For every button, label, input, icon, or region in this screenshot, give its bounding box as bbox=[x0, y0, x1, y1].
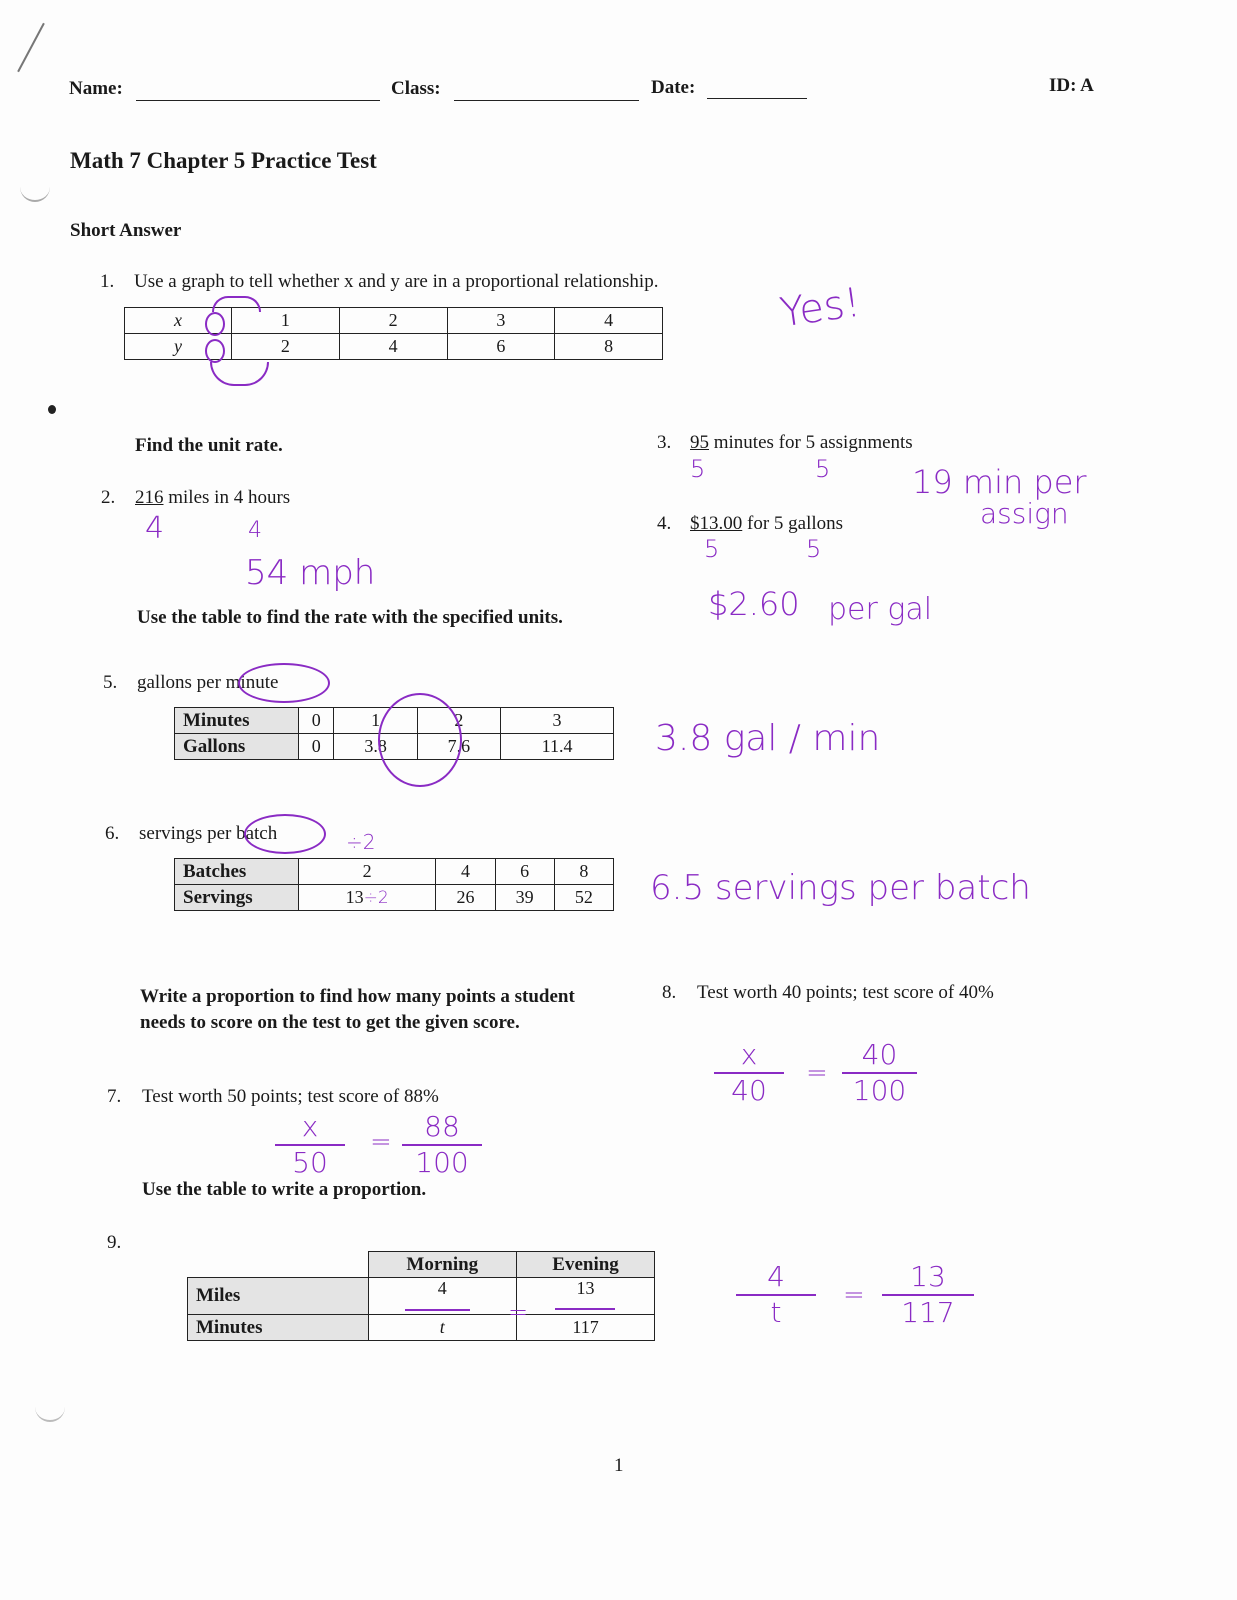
q9-table bbox=[187, 1251, 655, 1341]
q9-cell: 117 bbox=[517, 1315, 655, 1341]
scan-mark-top bbox=[17, 23, 45, 73]
q9-cell-value: 13 bbox=[576, 1278, 595, 1298]
q7-frac-right-den: 100 bbox=[415, 1146, 469, 1179]
q3-work-a: 5 bbox=[690, 455, 706, 483]
q8-frac-right-num: 40 bbox=[861, 1038, 898, 1071]
q4-text-underlined: $13.00 bbox=[690, 513, 743, 534]
q2-answer: 54 mph bbox=[245, 553, 376, 593]
q1-cell: 8 bbox=[555, 334, 663, 360]
q6-servings-label: Servings bbox=[175, 885, 299, 911]
q4-text bbox=[690, 513, 843, 535]
q9-underline-morning bbox=[405, 1309, 470, 1311]
q2-text-rest: miles in 4 hours bbox=[163, 487, 291, 508]
q1-cell: 4 bbox=[339, 334, 447, 360]
q9-work-equals: = bbox=[508, 1298, 529, 1326]
q3-text-underlined: 95 bbox=[690, 432, 709, 453]
q8-number: 8. bbox=[662, 982, 677, 1003]
q9-fraction-left bbox=[736, 1262, 816, 1328]
q6-cell: 8 bbox=[554, 859, 613, 885]
q9-header-evening: Evening bbox=[517, 1252, 655, 1278]
q9-row-minutes bbox=[188, 1315, 655, 1341]
date-field[interactable] bbox=[707, 98, 807, 99]
q9-underline-evening bbox=[555, 1308, 615, 1310]
q6-cell bbox=[299, 885, 436, 911]
q8-frac-right-den: 100 bbox=[852, 1074, 907, 1107]
q7-number: 7. bbox=[107, 1086, 122, 1107]
q6-answer: 6.5 servings per batch bbox=[650, 868, 1031, 908]
q8-frac-left-den: 40 bbox=[731, 1074, 767, 1107]
q1-circle-x bbox=[205, 312, 225, 336]
q2-text bbox=[135, 487, 290, 509]
q9-frac-left-den: t bbox=[770, 1296, 782, 1329]
punch-mark bbox=[48, 405, 56, 414]
q7-fraction-left bbox=[275, 1112, 345, 1178]
q1-cell: 4 bbox=[555, 308, 663, 334]
q5-cell: 7.6 bbox=[417, 734, 500, 760]
date-label: Date: bbox=[651, 77, 696, 98]
q6-cell: 4 bbox=[436, 859, 495, 885]
q9-minutes-label: Minutes bbox=[188, 1315, 369, 1341]
q9-frac-right-num: 13 bbox=[910, 1260, 946, 1293]
q3-text bbox=[690, 432, 913, 454]
q6-cell: 2 bbox=[299, 859, 436, 885]
q4-work-a: 5 bbox=[704, 535, 720, 563]
proportion-heading: Write a proportion to find how many points a student needs to score on the test to get the given score. bbox=[140, 986, 575, 1033]
q6-cell-note: ÷2 bbox=[363, 888, 389, 908]
q3-answer-line2: assign bbox=[980, 497, 1069, 530]
q6-cell: 39 bbox=[495, 885, 554, 911]
q6-work-note: ÷2 bbox=[346, 830, 376, 854]
q5-cell: 1 bbox=[334, 708, 417, 734]
q7-text: Test worth 50 points; test score of 88% bbox=[142, 1086, 439, 1107]
q3-text-rest: minutes for 5 assignments bbox=[709, 432, 913, 453]
name-label: Name: bbox=[69, 78, 123, 99]
q1-cell: 2 bbox=[339, 308, 447, 334]
q3-work-b: 5 bbox=[815, 455, 831, 483]
table-proportion-heading: Use the table to write a proportion. bbox=[142, 1179, 427, 1200]
q8-fraction-left bbox=[714, 1040, 784, 1106]
q5-circle-minute bbox=[238, 663, 330, 703]
q6-table bbox=[174, 858, 614, 911]
q5-cell: 3.8 bbox=[334, 734, 417, 760]
class-label: Class: bbox=[391, 78, 441, 99]
table-rate-heading: Use the table to find the rate with the specified units. bbox=[137, 607, 563, 628]
q6-batches-label: Batches bbox=[175, 859, 299, 885]
q5-number: 5. bbox=[103, 672, 118, 693]
q3-number: 3. bbox=[657, 432, 672, 453]
q6-row-batches bbox=[175, 859, 614, 885]
q3-answer-line1: 19 min per bbox=[912, 463, 1087, 501]
q4-text-rest: for 5 gallons bbox=[742, 513, 844, 534]
unit-rate-heading: Find the unit rate. bbox=[135, 435, 283, 456]
q1-arrow-top bbox=[212, 296, 261, 312]
q6-row-servings bbox=[175, 885, 614, 911]
q9-number: 9. bbox=[107, 1232, 122, 1253]
q5-cell: 0 bbox=[299, 734, 334, 760]
section-heading: Short Answer bbox=[70, 220, 182, 241]
q6-number: 6. bbox=[105, 823, 120, 844]
q6-cell-value: 13 bbox=[345, 887, 364, 907]
q4-answer-value: $2.60 bbox=[708, 585, 800, 623]
q6-text: servings per batch bbox=[139, 823, 278, 844]
q6-cell: 6 bbox=[495, 859, 554, 885]
class-field[interactable] bbox=[454, 100, 639, 101]
q5-cell: 0 bbox=[299, 708, 334, 734]
q5-cell: 3 bbox=[501, 708, 614, 734]
q9-header-morning: Morning bbox=[368, 1252, 517, 1278]
q5-circle-column bbox=[378, 693, 462, 787]
q1-circle-y bbox=[205, 339, 225, 363]
q9-miles-label: Miles bbox=[188, 1278, 369, 1315]
q9-equals: = bbox=[843, 1280, 865, 1310]
q1-number: 1. bbox=[100, 271, 115, 292]
q8-fraction-right bbox=[842, 1040, 917, 1106]
q8-equals: = bbox=[806, 1058, 828, 1088]
q5-text: gallons per minute bbox=[137, 672, 279, 693]
q4-number: 4. bbox=[657, 513, 672, 534]
q9-header-row bbox=[188, 1252, 655, 1278]
q1-y-label: y bbox=[125, 334, 232, 360]
q1-cell: 2 bbox=[232, 334, 340, 360]
scan-mark-lower-left bbox=[35, 1400, 65, 1422]
q9-cell-value: 4 bbox=[437, 1278, 447, 1298]
q5-gallons-label: Gallons bbox=[175, 734, 299, 760]
q7-fraction-right bbox=[402, 1112, 482, 1178]
q1-cell: 1 bbox=[232, 308, 340, 334]
q1-x-label: x bbox=[125, 308, 232, 334]
q8-text: Test worth 40 points; test score of 40% bbox=[697, 982, 994, 1003]
q9-fraction-right bbox=[882, 1262, 974, 1328]
name-field[interactable] bbox=[136, 100, 380, 101]
q5-cell: 2 bbox=[417, 708, 500, 734]
test-id: ID: A bbox=[1049, 75, 1094, 96]
q7-frac-left-num: x bbox=[301, 1110, 319, 1143]
q5-cell: 11.4 bbox=[501, 734, 614, 760]
q2-number: 2. bbox=[101, 487, 116, 508]
q4-answer-unit: per gal bbox=[828, 592, 933, 627]
q6-cell: 52 bbox=[554, 885, 613, 911]
q6-cell: 26 bbox=[436, 885, 495, 911]
q8-frac-left-num: x bbox=[740, 1038, 758, 1071]
q9-frac-right-den: 117 bbox=[901, 1296, 955, 1329]
q9-cell: t bbox=[368, 1315, 517, 1341]
q1-cell: 3 bbox=[447, 308, 555, 334]
q9-frac-left-num: 4 bbox=[767, 1260, 785, 1293]
q2-work-a: 4 bbox=[145, 511, 165, 546]
q2-text-underlined: 216 bbox=[135, 487, 164, 508]
q7-frac-right-num: 88 bbox=[424, 1110, 460, 1143]
q1-arrow-bottom bbox=[210, 362, 269, 386]
q7-equals: = bbox=[370, 1127, 392, 1157]
q7-frac-left-den: 50 bbox=[292, 1146, 328, 1179]
q6-circle-batch bbox=[244, 814, 326, 854]
scan-mark-left bbox=[20, 180, 50, 202]
q9-empty-corner bbox=[188, 1252, 369, 1278]
q1-text: Use a graph to tell whether x and y are in a proportional relationship. bbox=[134, 271, 659, 292]
page-number: 1 bbox=[614, 1455, 624, 1476]
q2-work-b: 4 bbox=[248, 518, 262, 543]
page-title: Math 7 Chapter 5 Practice Test bbox=[70, 148, 377, 173]
q5-answer: 3.8 gal / min bbox=[655, 718, 881, 759]
q1-cell: 6 bbox=[447, 334, 555, 360]
q1-answer: Yes! bbox=[777, 279, 864, 337]
q4-work-b: 5 bbox=[806, 535, 822, 563]
q5-minutes-label: Minutes bbox=[175, 708, 299, 734]
